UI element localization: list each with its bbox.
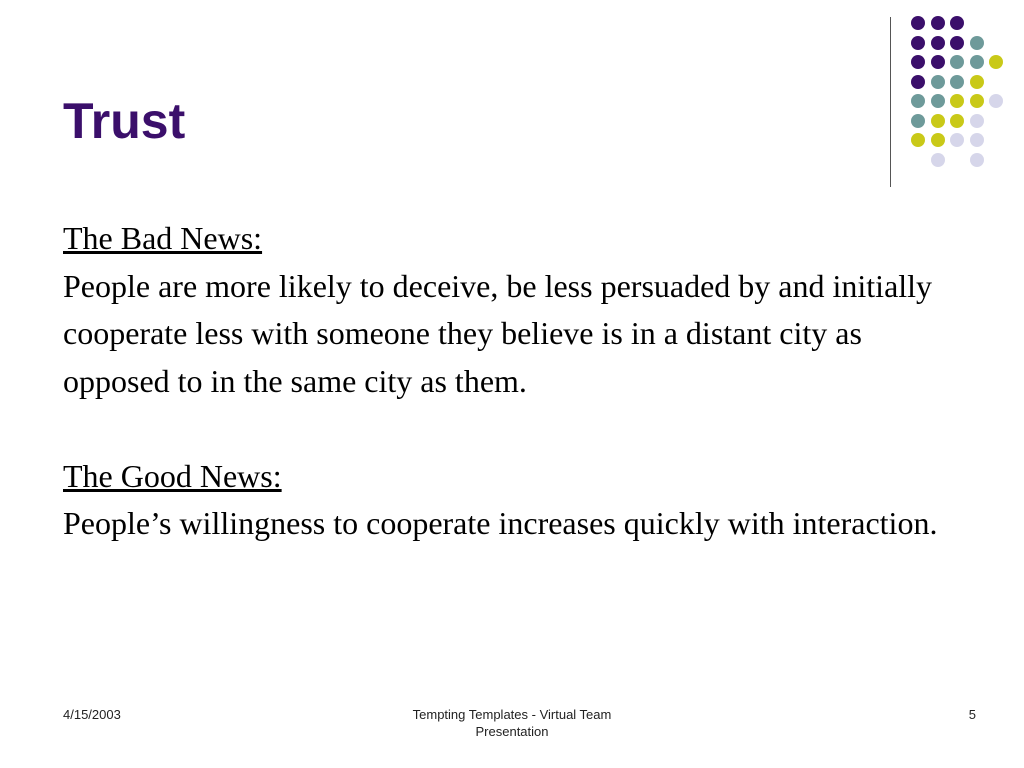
decorative-dot xyxy=(950,36,964,50)
decorative-dot xyxy=(970,94,984,108)
decorative-dot xyxy=(970,153,984,167)
decorative-dot xyxy=(970,75,984,89)
decorative-dot xyxy=(931,153,945,167)
decorative-divider xyxy=(890,17,891,187)
decorative-dot xyxy=(931,114,945,128)
decorative-dot xyxy=(931,75,945,89)
bad-news-text: People are more likely to deceive, be less persuaded by and initially cooperate less with someone they believe is in a distant city as opposed to in the same city as them. xyxy=(63,267,933,399)
decorative-dot xyxy=(970,133,984,147)
decorative-dot xyxy=(911,75,925,89)
decorative-dot xyxy=(950,133,964,147)
decorative-dot xyxy=(950,16,964,30)
bad-news-heading: The Bad News: xyxy=(63,220,263,256)
decorative-dot xyxy=(950,94,964,108)
footer-title xyxy=(362,706,662,740)
decorative-dot xyxy=(931,36,945,50)
good-news-text: People’s willingness to cooperate increases quickly with interaction. xyxy=(63,505,938,541)
decorative-dot xyxy=(911,36,925,50)
decorative-dot xyxy=(931,16,945,30)
decorative-dot xyxy=(970,114,984,128)
decorative-dot xyxy=(911,94,925,108)
decorative-dot xyxy=(911,55,925,69)
decorative-dot xyxy=(931,55,945,69)
decorative-dot xyxy=(950,114,964,128)
footer-page-number: 5 xyxy=(968,707,976,722)
decorative-dot xyxy=(950,55,964,69)
decorative-dot xyxy=(970,36,984,50)
decorative-dot xyxy=(911,114,925,128)
good-news-heading: The Good News: xyxy=(63,457,282,494)
decorative-dot xyxy=(950,75,964,89)
decorative-dot xyxy=(989,94,1003,108)
footer-date: 4/15/2003 xyxy=(63,707,121,722)
footer-title-line-2: Presentation xyxy=(475,724,549,739)
decorative-dot xyxy=(911,16,925,30)
paragraph-spacer xyxy=(63,405,963,453)
decorative-dot xyxy=(989,55,1003,69)
slide-title: Trust xyxy=(63,93,186,149)
decorative-dot xyxy=(931,133,945,147)
decorative-dot xyxy=(970,55,984,69)
decorative-dot xyxy=(911,133,925,147)
footer-title-line-1: Tempting Templates - Virtual Team xyxy=(412,707,612,722)
slide-body xyxy=(63,215,963,548)
decorative-dot xyxy=(931,94,945,108)
